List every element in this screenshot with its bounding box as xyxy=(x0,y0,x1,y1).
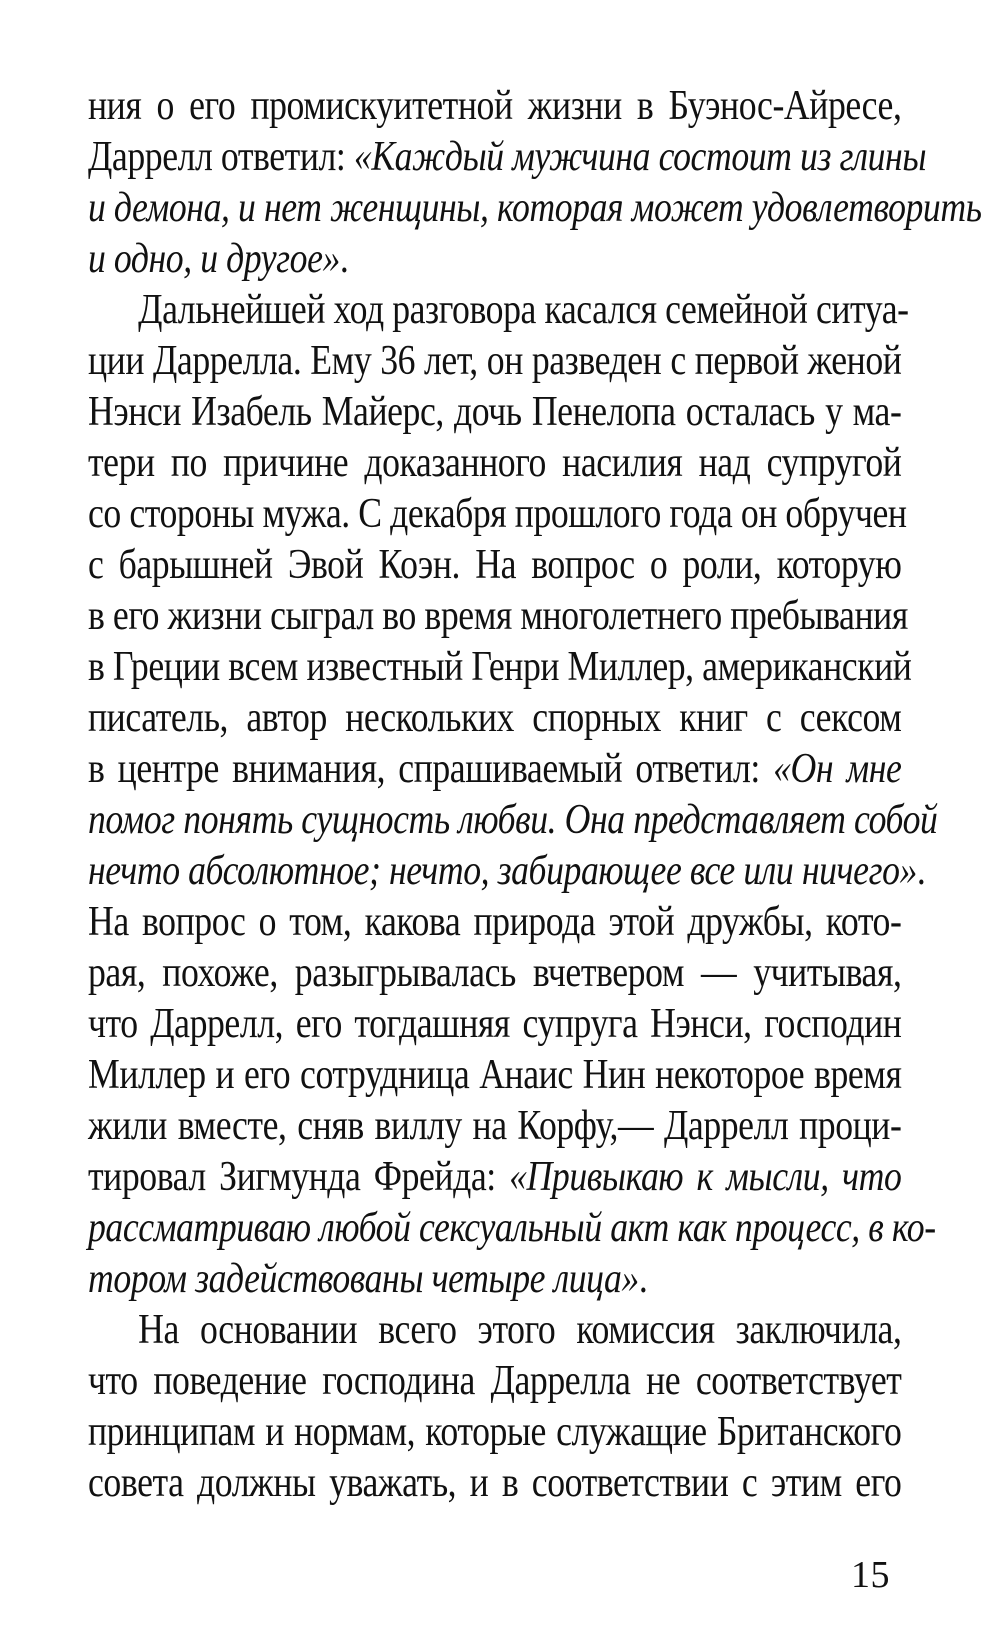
body-text: тери по причине доказанного насилия над супругой xyxy=(88,440,902,486)
text-line xyxy=(88,387,901,438)
body-text: Миллер и его сотрудница Анаис Нин некоторое время xyxy=(88,1052,902,1098)
body-text: рая, похоже, разыгрывалась вчетвером — учитывая, xyxy=(88,950,902,996)
body-text: . xyxy=(916,848,926,894)
text-line xyxy=(88,948,901,999)
body-text: со стороны мужа. С декабря прошлого года он обручен xyxy=(88,491,907,537)
text-line xyxy=(88,489,907,540)
text-line xyxy=(88,1356,901,1407)
text-line xyxy=(88,234,901,285)
text-line xyxy=(88,1305,901,1356)
body-text: ния о его промискуитетной жизни в Буэнос-Айресе, xyxy=(88,83,902,129)
body-text: с барышней Эвой Коэн. На вопрос о роли, которую xyxy=(88,542,902,588)
text-line xyxy=(88,540,901,591)
text-line xyxy=(88,1458,901,1509)
body-text: Дальнейшей ход разговора касался семейной ситуа- xyxy=(138,287,909,333)
text-line xyxy=(88,846,926,897)
body-text: . xyxy=(638,1256,648,1302)
text-line xyxy=(88,795,938,846)
text-line xyxy=(88,1203,936,1254)
body-text: принципам и нормам, которые служащие Британского xyxy=(88,1409,902,1455)
quoted-italic-text: рассматриваю любой сексуальный акт как процесс, в ко- xyxy=(88,1205,936,1251)
quoted-italic-text: «Он мне xyxy=(773,746,902,792)
quoted-italic-text: нечто абсолютное; нечто, забирающее все или ничего» xyxy=(88,848,917,894)
page-number: 15 xyxy=(851,1554,890,1596)
body-text: ции Даррелла. Ему 36 лет, он разведен с первой женой xyxy=(88,338,902,384)
text-line xyxy=(88,438,901,489)
page-text-block xyxy=(88,81,1000,1509)
quoted-italic-text: помог понять сущность любви. Она представляет собой xyxy=(88,797,938,843)
body-text: На вопрос о том, какова природа этой дружбы, кото- xyxy=(88,899,902,945)
body-text: что Даррелл, его тогдашняя супруга Нэнси, господин xyxy=(88,1001,902,1047)
quoted-italic-text: «Привыкаю к мысли, что xyxy=(509,1154,902,1200)
text-line xyxy=(88,999,901,1050)
text-line xyxy=(88,1407,901,1458)
text-line xyxy=(88,1254,901,1305)
body-text: в Греции всем известный Генри Миллер, американский xyxy=(88,644,912,690)
body-text: тировал Зигмунда Фрейда: xyxy=(88,1154,510,1200)
body-text: жили вместе, сняв виллу на Корфу,— Даррелл проци- xyxy=(88,1103,902,1149)
quoted-italic-text: и демона, и нет женщины, которая может удовлетворить xyxy=(88,185,982,231)
body-text: совета должны уважать, и в соответствии с этим его xyxy=(88,1460,902,1506)
text-line xyxy=(88,897,901,948)
text-line xyxy=(88,1101,901,1152)
body-text: в центре внимания, спрашиваемый ответил: xyxy=(88,746,774,792)
text-line xyxy=(88,1050,901,1101)
text-line xyxy=(88,642,912,693)
text-line xyxy=(88,591,908,642)
body-text: Даррелл ответил: xyxy=(88,134,354,180)
text-line xyxy=(88,744,901,795)
text-line xyxy=(88,1152,901,1203)
quoted-italic-text: тором задействованы четыре лица» xyxy=(88,1256,639,1302)
text-line xyxy=(88,693,901,744)
body-text: . xyxy=(339,236,349,282)
text-line xyxy=(88,132,927,183)
quoted-italic-text: и одно, и другое» xyxy=(88,236,340,282)
body-text: в его жизни сыграл во время многолетнего пребывания xyxy=(88,593,908,639)
body-text: Нэнси Изабель Майерс, дочь Пенелопа осталась у ма- xyxy=(88,389,902,435)
text-line xyxy=(88,285,909,336)
quoted-italic-text: «Каждый мужчина состоит из глины xyxy=(353,134,927,180)
body-text: что поведение господина Даррелла не соответствует xyxy=(88,1358,902,1404)
body-text: На основании всего этого комиссия заключила, xyxy=(138,1307,902,1353)
text-line xyxy=(88,336,901,387)
text-line xyxy=(88,81,901,132)
text-line xyxy=(88,183,982,234)
body-text: писатель, автор нескольких спорных книг с сексом xyxy=(88,695,902,741)
